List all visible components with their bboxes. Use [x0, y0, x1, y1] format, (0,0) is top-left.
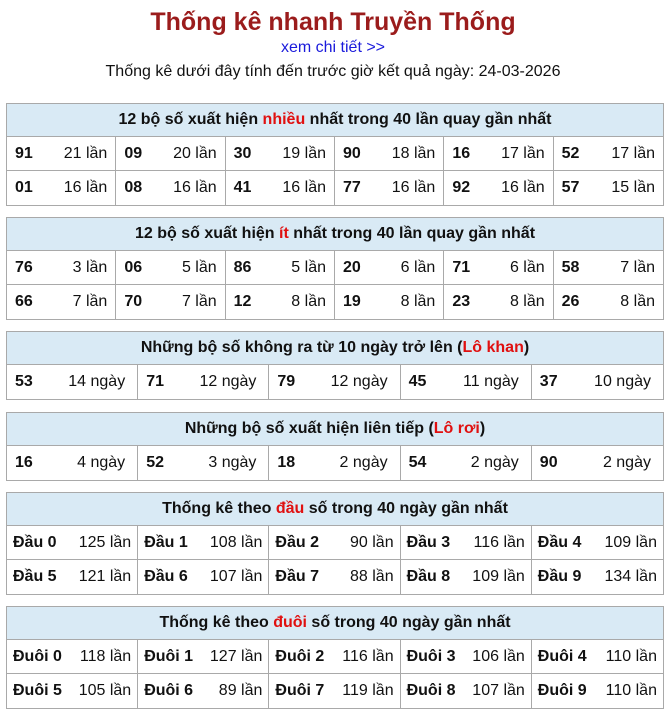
stat-cell [401, 640, 532, 674]
stat-key: Đuôi 0 [13, 647, 62, 665]
stat-cell [7, 251, 116, 285]
stat-cell [226, 137, 335, 171]
stat-key: 90 [343, 144, 361, 162]
stat-count: 5 lần [181, 258, 217, 276]
stat-count: 3 ngày [208, 454, 257, 471]
stat-count: 21 lần [63, 144, 108, 162]
stat-key: 77 [343, 179, 361, 196]
section-title [7, 607, 663, 640]
stat-key: 18 [277, 454, 296, 471]
title-text: 12 bộ số xuất hiện [118, 111, 263, 128]
section-title [7, 218, 663, 251]
stat-cell [116, 285, 225, 319]
stat-key: 71 [146, 373, 164, 390]
stat-cell [226, 251, 335, 285]
stats-grid [7, 526, 663, 594]
stat-count: 3 lần [72, 258, 108, 276]
stat-count: 15 lần [611, 179, 655, 196]
section-title [7, 413, 663, 446]
stat-count: 7 lần [72, 293, 108, 310]
stat-key: 37 [539, 373, 558, 390]
stat-count: 6 lần [400, 258, 436, 276]
stat-cell [116, 171, 225, 205]
stat-count: 89 lần [218, 682, 263, 699]
stat-cell [401, 560, 532, 594]
stat-key: Đầu 1 [144, 533, 188, 551]
stat-cell [7, 640, 138, 674]
stat-cell [532, 560, 663, 594]
title-text: ) [479, 420, 486, 437]
stat-key: 01 [15, 179, 33, 196]
stat-cell [269, 446, 400, 480]
stat-count: 119 lần [342, 682, 394, 699]
stat-cell [401, 446, 532, 480]
stat-count: 110 lần [605, 682, 657, 699]
stat-cell [532, 640, 663, 674]
title-text: số trong 40 ngày gần nhất [304, 500, 508, 517]
stat-key: 90 [539, 454, 558, 471]
stat-cell [7, 446, 138, 480]
stat-count: 10 ngày [594, 373, 651, 390]
stat-key: 86 [233, 258, 252, 276]
stat-key: Đuôi 4 [537, 647, 587, 665]
stat-key: 53 [15, 373, 33, 390]
title-text: 12 bộ số xuất hiện [134, 225, 279, 242]
stat-cell [335, 285, 444, 319]
stats-grid [7, 365, 663, 399]
stat-key: Đầu 8 [406, 568, 451, 585]
stat-count: 16 lần [63, 179, 108, 196]
stat-count: 134 lần [604, 568, 657, 585]
duoi-stats-section [6, 606, 664, 709]
page-subtitle: Thống kê dưới đây tính đến trước giờ kết quả ngày: 24-03-2026 [105, 63, 561, 80]
stat-count: 7 lần [181, 293, 217, 310]
stat-cell [138, 560, 269, 594]
stat-cell [335, 171, 444, 205]
stat-key: 52 [561, 144, 580, 162]
title-text: Thống kê theo [159, 614, 274, 631]
stat-key: Đầu 9 [537, 568, 582, 585]
stat-count: 17 lần [501, 144, 545, 162]
stat-count: 16 lần [282, 179, 326, 196]
stat-key: 71 [452, 258, 471, 276]
stat-count: 2 ngày [602, 454, 651, 471]
stat-count: 8 lần [509, 293, 545, 310]
title-highlight: Lô khan [462, 339, 524, 356]
stat-count: 20 lần [173, 144, 217, 162]
stat-cell [7, 674, 138, 708]
stat-cell [444, 137, 553, 171]
stat-key: Đầu 6 [144, 568, 188, 585]
stat-cell [7, 526, 138, 560]
stat-cell [116, 137, 225, 171]
stat-key: 92 [452, 179, 471, 196]
stat-count: 12 ngày [199, 373, 257, 390]
stat-key: 19 [343, 293, 361, 310]
stat-count: 105 lần [78, 682, 132, 699]
stat-cell [138, 365, 269, 399]
title-text: nhất trong 40 lần quay gần nhất [305, 111, 552, 128]
stat-cell [269, 365, 400, 399]
stat-cell [401, 365, 532, 399]
stat-count: 109 lần [604, 533, 657, 551]
stat-cell [7, 171, 116, 205]
page-title: Thống kê nhanh Truyền Thống [150, 8, 516, 36]
stat-count: 4 ngày [77, 454, 126, 471]
stat-count: 18 lần [391, 144, 436, 162]
stat-cell [138, 674, 269, 708]
stat-key: Đầu 7 [275, 568, 319, 585]
stat-count: 7 lần [620, 258, 655, 276]
title-text: Những bộ số xuất hiện liên tiếp ( [184, 420, 434, 437]
stat-key: 79 [277, 373, 296, 390]
stat-cell [554, 251, 663, 285]
stat-cell [138, 526, 269, 560]
stat-cell [7, 285, 116, 319]
stat-count: 110 lần [605, 647, 657, 665]
stat-key: 66 [15, 293, 33, 310]
stat-cell [335, 137, 444, 171]
stat-count: 8 lần [291, 293, 326, 310]
stat-cell [335, 251, 444, 285]
stat-cell [269, 640, 400, 674]
stat-key: 06 [124, 258, 143, 276]
stat-count: 118 lần [79, 647, 132, 665]
stat-key: 08 [124, 179, 143, 196]
stat-key: Đầu 0 [13, 533, 57, 551]
view-details-link[interactable]: xem chi tiết >> [280, 39, 386, 56]
stat-cell [401, 674, 532, 708]
stat-count: 121 lần [78, 568, 132, 585]
stat-count: 6 lần [509, 258, 545, 276]
stat-count: 116 lần [473, 533, 525, 551]
stat-key: Đầu 3 [406, 533, 451, 551]
stat-count: 127 lần [209, 647, 263, 665]
stat-count: 125 lần [78, 533, 132, 551]
title-text: Những bộ số không ra từ 10 ngày trở lên ( [140, 339, 463, 356]
title-highlight: đầu [275, 500, 305, 517]
stat-cell [269, 674, 400, 708]
stat-key: Đầu 5 [13, 568, 57, 585]
stat-cell [269, 526, 400, 560]
stat-cell [269, 560, 400, 594]
stat-count: 16 lần [501, 179, 545, 196]
stat-count: 106 lần [472, 647, 525, 665]
stat-count: 17 lần [611, 144, 655, 162]
stat-key: 09 [124, 144, 143, 162]
stat-cell [532, 526, 663, 560]
stat-key: Đầu 4 [537, 533, 582, 551]
stat-cell [401, 526, 532, 560]
stat-cell [116, 251, 225, 285]
stat-cell [138, 446, 269, 480]
stat-key: Đầu 2 [275, 533, 319, 551]
stat-key: 30 [233, 144, 252, 162]
lo-khan-section [6, 331, 664, 400]
stat-count: 88 lần [350, 568, 394, 585]
least-frequent-section [6, 217, 664, 320]
stat-cell [554, 171, 663, 205]
stat-count: 90 lần [350, 533, 394, 551]
stat-key: Đuôi 9 [537, 682, 587, 699]
stat-key: 91 [15, 144, 33, 162]
stat-count: 109 lần [472, 568, 525, 585]
stat-cell [7, 137, 116, 171]
stat-cell [554, 137, 663, 171]
stat-key: 12 [233, 293, 252, 310]
stat-count: 5 lần [291, 258, 326, 276]
stat-count: 2 ngày [339, 454, 388, 471]
stat-count: 8 lần [400, 293, 436, 310]
stats-grid [7, 251, 663, 319]
stat-cell [138, 640, 269, 674]
stat-key: Đuôi 6 [144, 682, 194, 699]
title-highlight: Lô rơi [433, 420, 480, 437]
stat-key: Đuôi 5 [13, 682, 62, 699]
dau-stats-section [6, 492, 664, 595]
stat-key: Đuôi 1 [144, 647, 194, 665]
stat-key: Đuôi 8 [406, 682, 456, 699]
most-frequent-section [6, 103, 664, 206]
stat-key: 16 [15, 454, 33, 471]
title-text: số trong 40 ngày gần nhất [306, 614, 511, 631]
stat-cell [226, 171, 335, 205]
stat-key: 23 [452, 293, 471, 310]
stat-count: 19 lần [282, 144, 326, 162]
stat-cell [532, 674, 663, 708]
stat-cell [7, 365, 138, 399]
stat-cell [444, 171, 553, 205]
stat-key: 54 [408, 454, 427, 471]
stat-key: 45 [408, 373, 427, 390]
lo-roi-section [6, 412, 664, 481]
stat-count: 11 ngày [463, 373, 519, 390]
stat-key: 20 [343, 258, 361, 276]
stats-grid [7, 137, 663, 205]
stat-count: 16 lần [173, 179, 217, 196]
stat-key: 16 [452, 144, 471, 162]
stats-grid [7, 446, 663, 480]
section-title [7, 332, 663, 365]
section-title [7, 104, 663, 137]
title-highlight: đuôi [273, 614, 307, 631]
stat-count: 16 lần [391, 179, 436, 196]
title-text: Thống kê theo [162, 500, 276, 517]
stat-key: Đuôi 7 [275, 682, 325, 699]
stat-count: 116 lần [342, 647, 394, 665]
stat-cell [444, 285, 553, 319]
stat-key: 70 [124, 293, 143, 310]
stat-key: 76 [15, 258, 33, 276]
title-highlight: ít [279, 225, 289, 242]
stat-key: 58 [561, 258, 580, 276]
stat-count: 2 ngày [470, 454, 519, 471]
stat-key: Đuôi 2 [275, 647, 325, 665]
stats-grid [7, 640, 663, 708]
stat-count: 8 lần [620, 293, 655, 310]
title-text: nhất trong 40 lần quay gần nhất [288, 225, 536, 242]
stat-cell [532, 365, 663, 399]
stat-count: 107 lần [472, 682, 525, 699]
stat-key: 41 [233, 179, 252, 196]
stat-key: 57 [561, 179, 580, 196]
title-text: ) [523, 339, 530, 356]
stat-count: 12 ngày [330, 373, 388, 390]
stat-key: 52 [146, 454, 164, 471]
stat-cell [226, 285, 335, 319]
stat-cell [7, 560, 138, 594]
stat-count: 108 lần [209, 533, 263, 551]
page-header [0, 0, 666, 86]
stat-count: 14 ngày [68, 373, 126, 390]
stat-key: Đuôi 3 [406, 647, 456, 665]
stat-key: 26 [561, 293, 580, 310]
stat-count: 107 lần [209, 568, 263, 585]
section-title [7, 493, 663, 526]
title-highlight: nhiều [262, 111, 306, 128]
stat-cell [554, 285, 663, 319]
stat-cell [444, 251, 553, 285]
stat-cell [532, 446, 663, 480]
